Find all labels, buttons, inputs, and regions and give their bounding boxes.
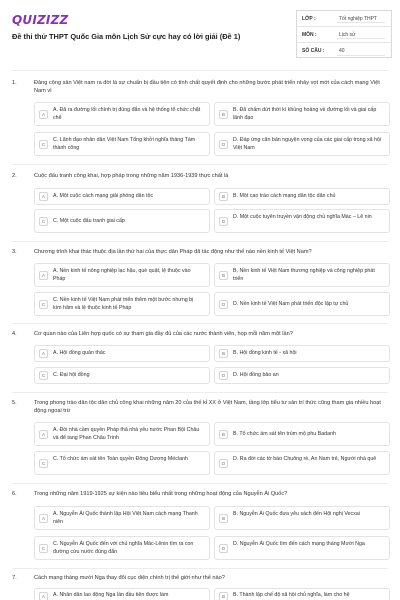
option-text: A. Nền kinh tế nông nghiệp lạc hậu, què quặt, lệ thuộc vào Pháp: [53, 268, 191, 282]
question-text: Chương trình khai thác thuộc địa lần thứ hai của thực dân Pháp đã tác động như thế nào nền kinh tế Việt Nam?: [34, 249, 312, 255]
option-b[interactable]: [214, 188, 390, 205]
option-text: A. Hội đồng quản thác: [53, 350, 106, 356]
info-underline: [337, 38, 385, 39]
question-text: Cơ quan nào của Liên hợp quốc có sự tham gia đầy đủ của các nước thành viên, họp mỗi năm một lần?: [34, 331, 293, 337]
option-text: B. Hội đồng kinh tế - xã hội: [233, 350, 297, 356]
info-underline: [337, 55, 385, 56]
divider: [12, 164, 388, 165]
option-a[interactable]: [34, 188, 210, 205]
option-text: A. Đòi nhà cầm quyền Pháp thả nhà yêu nước Phan Bội Châu và để tang Phan Châu Trinh: [53, 427, 200, 441]
option-c[interactable]: [34, 367, 210, 384]
info-row-class: [297, 11, 391, 27]
option-letter-badge: B: [219, 349, 228, 358]
option-text: A. Đã ra đường lối chính trị đúng đắn và hệ thống tổ chức chặt chẽ: [53, 107, 201, 121]
option-letter-badge: D: [219, 544, 228, 553]
option-a[interactable]: [34, 588, 210, 600]
info-label: MÔN :: [302, 32, 317, 38]
option-letter-badge: B: [219, 514, 228, 523]
option-letter-badge: D: [219, 140, 228, 149]
info-underline: [337, 22, 385, 23]
option-d[interactable]: [214, 451, 390, 475]
info-value: 40: [339, 48, 345, 54]
info-row-subject: [297, 27, 391, 43]
option-text: C. Lãnh đạo nhân dân Việt Nam Tổng khởi nghĩa tháng Tám thành công: [53, 137, 196, 151]
option-letter-badge: C: [39, 300, 48, 309]
option-text: A. Nhân dân lao động Nga lần đầu tiên được làm: [53, 592, 169, 598]
option-c[interactable]: [34, 536, 210, 560]
option-text: C. Nguyễn Ái Quốc đến với chủ nghĩa Mác-Lênin tìm ra con đường cứu nước đúng đắn: [53, 541, 194, 555]
option-letter-badge: D: [219, 217, 228, 226]
question-number: 6.: [12, 491, 17, 497]
option-text: B. Tổ chức ám sát tên trùm mộ phu Badanh: [233, 431, 336, 437]
question-number: 3.: [12, 249, 17, 255]
info-value: Tốt nghiệp THPT: [339, 16, 377, 22]
option-b[interactable]: [214, 263, 390, 287]
option-a[interactable]: [34, 263, 210, 287]
option-b[interactable]: [214, 345, 390, 362]
option-c[interactable]: [34, 292, 210, 316]
question-text: Cuộc đấu tranh công khai, hợp pháp trong những năm 1936-1939 thực chất là: [34, 173, 229, 179]
info-box: [296, 10, 392, 58]
question-number: 7.: [12, 575, 17, 581]
option-letter-badge: B: [219, 430, 228, 439]
option-letter-badge: B: [219, 592, 228, 600]
option-text: B. Đã chấm dứt thời kì khủng hoảng về đường lối và giai cấp lãnh đạo: [233, 107, 377, 121]
option-a[interactable]: [34, 102, 210, 126]
question-number: 1.: [12, 80, 17, 86]
option-d[interactable]: [214, 536, 390, 560]
option-text: C. Đại hội đồng: [53, 372, 90, 378]
option-text: B. Nguyễn Ái Quốc đưa yêu sách đến Hội nghị Vecxai: [233, 511, 360, 517]
page-header: [0, 0, 400, 66]
option-letter-badge: C: [39, 140, 48, 149]
info-value: Lịch sử: [339, 32, 356, 38]
option-letter-badge: A: [39, 430, 48, 439]
option-text: D. Nguyễn Ái Quốc tìm đến cách mạng tháng Mười Nga: [233, 541, 365, 547]
option-letter-badge: D: [219, 300, 228, 309]
divider: [12, 70, 388, 71]
option-text: C. Nền kinh tế Việt Nam phát triển thêm một bước nhưng bị kìm hãm và lệ thuộc kinh tế Pháp: [53, 297, 194, 311]
question-number: 5.: [12, 400, 17, 406]
option-text: D. Đáp ứng căn bản nguyện vọng của các giai cấp trong xã hội Việt Nam: [233, 137, 382, 151]
option-letter-badge: C: [39, 459, 48, 468]
divider: [12, 568, 388, 569]
option-letter-badge: D: [219, 459, 228, 468]
option-text: D. Ra đời các tờ báo Chuông rè, An Nam trẻ, Người nhà quê: [233, 456, 377, 462]
option-text: C. Tổ chức ám sát tên Toàn quyền Đông Dương Méclanh: [53, 456, 188, 462]
option-letter-badge: B: [219, 110, 228, 119]
option-a[interactable]: [34, 506, 210, 530]
divider: [12, 323, 388, 324]
question-number: 4.: [12, 331, 17, 337]
option-c[interactable]: [34, 451, 210, 475]
divider: [12, 392, 388, 393]
option-a[interactable]: [34, 345, 210, 362]
option-b[interactable]: [214, 422, 390, 446]
question-text: Đảng cộng sản Việt nam ra đời là sự chuẩn bị đầu tiên có tính chất quyết định cho những bước phát triển nhảy vọt mới của cách mạng Việt Nam vì: [34, 80, 380, 94]
option-letter-badge: A: [39, 514, 48, 523]
option-text: A. Nguyễn Ái Quốc thành lập Hội Việt Nam cách mạng Thanh niên: [53, 511, 198, 525]
option-b[interactable]: [214, 588, 390, 600]
option-text: B. Nền kinh tế Việt Nam thương nghiệp và công nghiệp phát triển: [233, 268, 375, 282]
option-b[interactable]: [214, 506, 390, 530]
question-number: 2.: [12, 173, 17, 179]
option-text: D. Nền kinh tế Việt Nam phát triển độc lập tự chủ: [233, 301, 349, 307]
option-text: B. Một cao trào cách mạng dân tộc dân chủ: [233, 193, 336, 199]
option-c[interactable]: [34, 209, 210, 233]
option-letter-badge: A: [39, 110, 48, 119]
option-letter-badge: A: [39, 349, 48, 358]
option-letter-badge: B: [219, 271, 228, 280]
option-b[interactable]: [214, 102, 390, 126]
option-text: B. Thành lập chế độ xã hội chủ nghĩa, làm cho hệ: [233, 592, 350, 598]
info-row-count: [297, 43, 391, 59]
option-d[interactable]: [214, 292, 390, 316]
option-d[interactable]: [214, 132, 390, 156]
question-text: Trong những năm 1919-1925 sự kiện nào tiêu biểu nhất trong những hoạt động của Nguyễn Ái Quốc?: [34, 491, 288, 497]
quizizz-logo: QUIZIZZ: [12, 13, 69, 27]
option-text: D. Hội đồng bảo an: [233, 372, 279, 378]
option-d[interactable]: [214, 209, 390, 233]
option-letter-badge: B: [219, 192, 228, 201]
page-title: Đề thi thử THPT Quốc Gia môn Lịch Sử cực hay có lời giải (Đề 1): [12, 32, 241, 41]
option-c[interactable]: [34, 132, 210, 156]
option-letter-badge: D: [219, 371, 228, 380]
option-letter-badge: C: [39, 544, 48, 553]
question-text: Cách mạng tháng mười Nga thay đổi cục diện chính trị thế giới như thế nào?: [34, 575, 225, 581]
question-text: Trong phong trào dân tộc dân chủ công khai những năm 20 của thế kỉ XX ở Việt Nam, tầng lớp tiểu tư sản trí thức cũng tham gia nhiều hoạt động ngoại trừ: [34, 400, 381, 414]
divider: [12, 241, 388, 242]
option-text: C. Một cuộc đấu tranh giai cấp: [53, 218, 125, 224]
info-label: SỐ CÂU :: [302, 48, 325, 54]
option-a[interactable]: [34, 422, 210, 446]
option-letter-badge: A: [39, 271, 48, 280]
option-letter-badge: C: [39, 217, 48, 226]
option-letter-badge: A: [39, 192, 48, 201]
option-text: A. Một cuộc cách mạng giải phóng dân tộc: [53, 193, 154, 199]
option-letter-badge: A: [39, 592, 48, 600]
option-letter-badge: C: [39, 371, 48, 380]
info-label: LỚP :: [302, 16, 316, 22]
option-d[interactable]: [214, 367, 390, 384]
divider: [12, 483, 388, 484]
option-text: D. Một cuộc tuyên truyền vận động chủ nghĩa Mác – Lê nin: [233, 214, 372, 220]
